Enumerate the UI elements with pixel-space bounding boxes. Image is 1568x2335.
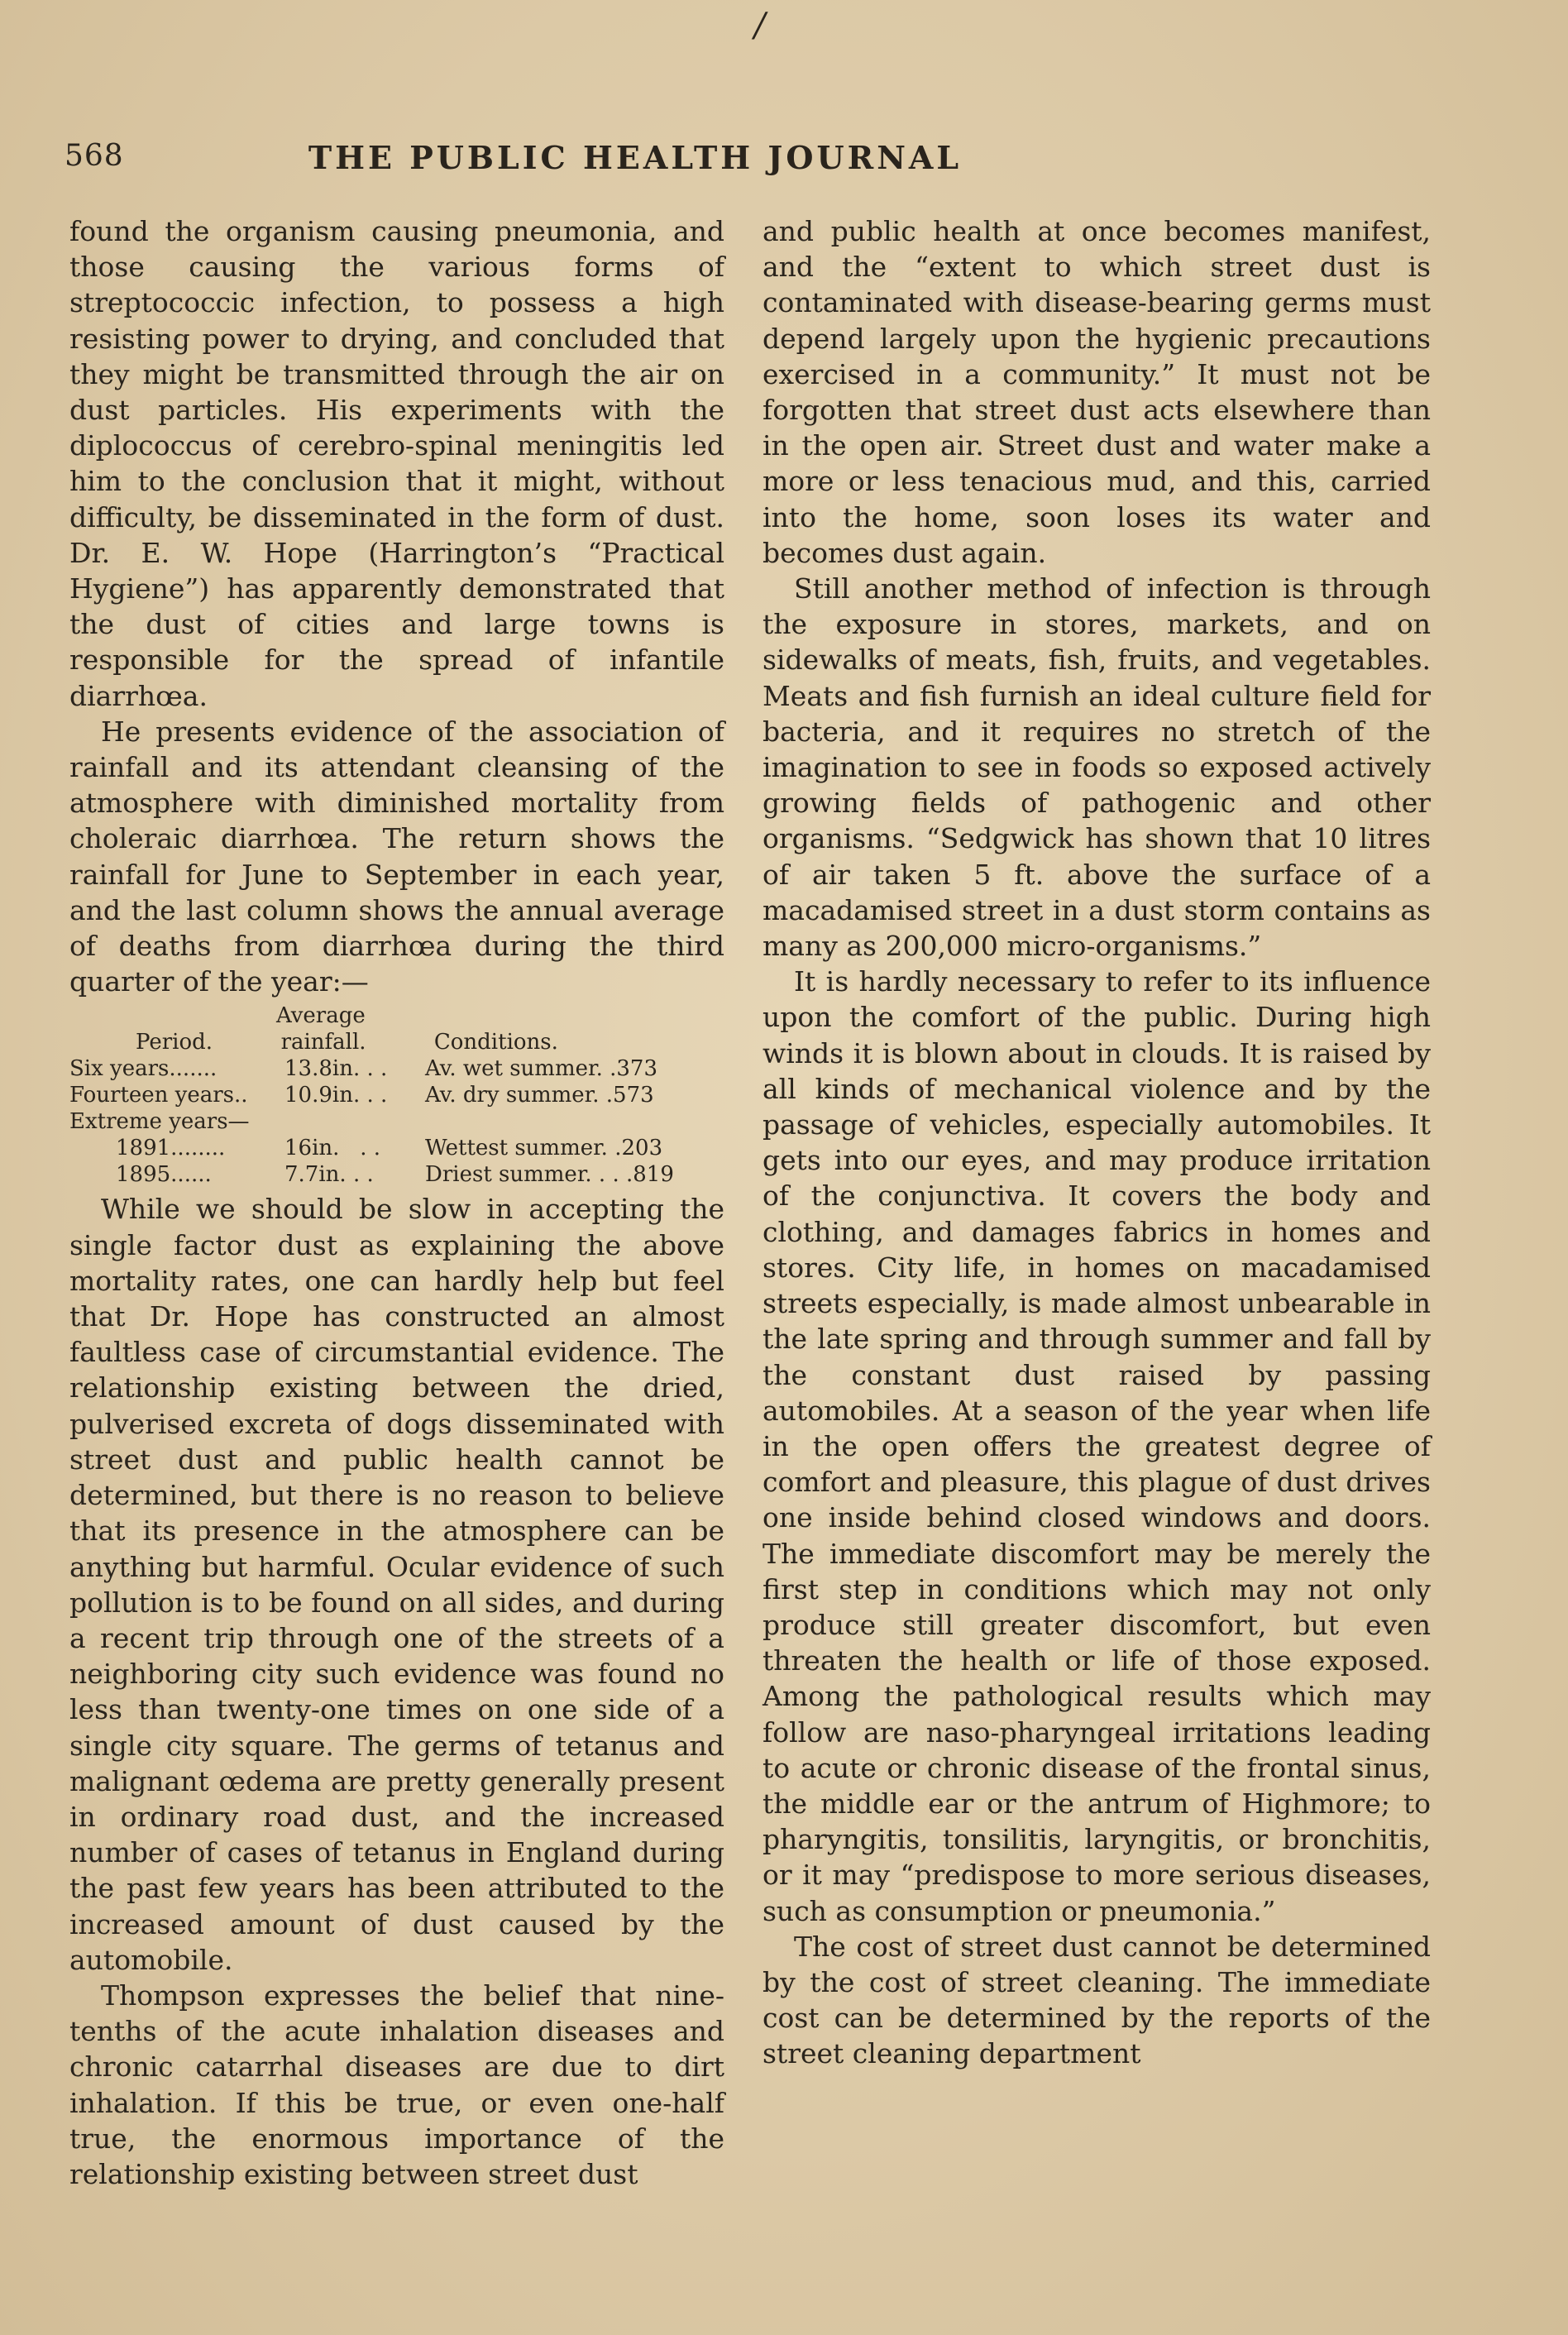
paragraph: The cost of street dust cannot be determined by the cost of street cleaning. The immediate cost can be determined by the reports of the street cleaning department: [762, 1930, 1431, 2070]
rainfall-table: [69, 1002, 724, 1188]
table-header-row: [69, 1029, 724, 1055]
table-header-period: Period.: [136, 1030, 213, 1055]
page-header: [65, 139, 1082, 189]
paragraph: Thompson expresses the belief that nine-tenths of the acute inhalation diseases and chronic catarrhal diseases are due to dirt inhalation. If this be true, or even one-half true, the enormous importance of the relationship existing between street dust: [69, 1979, 724, 2190]
page-number: 568: [65, 139, 124, 173]
table-header-rainfall: rainfall.: [280, 1030, 366, 1055]
table-header-conditions: Conditions.: [433, 1030, 558, 1055]
table-row: 1895...... 7.7in. . . Driest summer. . . .819: [116, 1162, 674, 1188]
paragraph: He presents evidence of the association of rainfall and its attendant cleansing of the atmosphere with diminished mortality from choleraic diarrhœa. The return shows the rainfall for June to September in each year, and the last column shows the annual average of deaths from diarrhœa during the third quarter of the year:—: [69, 715, 724, 998]
table-subheading: Extreme years—: [69, 1109, 250, 1135]
table-row: Fourteen years.. 10.9in. . . Av. dry summer. .573: [69, 1083, 654, 1108]
running-title: THE PUBLIC HEALTH JOURNAL: [308, 139, 963, 176]
right-column: [762, 213, 1431, 2072]
paragraph: and public health at once becomes manifest, and the “extent to which street dust is contaminated with disease-bearing germs must depend largely upon the hygienic precautions exercised in a community.” It must not be forgotten that street dust acts elsewhere than in the open air. Street dust and water make a more or less tenacious mud, and this, carried into the home, soon loses its water and becomes dust again.: [762, 215, 1431, 569]
paragraph: Still another method of infection is through the exposure in stores, markets, and on sidewalks of meats, fish, fruits, and vegetables. Meats and fish furnish an ideal culture field for bacteria, and it requires no stretch of the imagination to see in foods so exposed actively growing fields of pathogenic and other organisms. “Sedgwick has shown that 10 litres of air taken 5 ft. above the surface of a macadamised street in a dust storm contains as many as 200,000 micro-organisms.”: [762, 572, 1431, 963]
pencil-mark: /: [754, 7, 766, 45]
paragraph: found the organism causing pneumonia, and those causing the various forms of streptococcic infection, to possess a high resisting power to drying, and concluded that they might be transmitted through the air on dust particles. His experiments with the diplococcus of cerebro-spinal meningitis led him to the conclusion that it might, without difficulty, be disseminated in the form of dust. Dr. E. W. Hope (Harrington’s “Practical Hygiene”) has apparently demonstrated that the dust of cities and large towns is responsible for the spread of infantile diarrhœa.: [69, 215, 724, 712]
paragraph: It is hardly necessary to refer to its influence upon the comfort of the public. During high winds it is blown about in clouds. It is raised by all kinds of mechanical violence and by the passage of vehicles, especially automobiles. It gets into our eyes, and may produce irritation of the conjunctiva. It covers the body and clothing, and damages fabrics in homes and stores. City life, in homes on macadamised streets especially, is made almost unbearable in the late spring and through summer and fall by the constant dust raised by passing automobiles. At a season of the year when life in the open offers the greatest degree of comfort and pleasure, this plague of dust drives one inside behind closed windows and doors. The immediate discomfort may be merely the first step in conditions which may not only produce still greater discomfort, but even threaten the health or life of those exposed. Among the pathological results which may follow are naso-pharyngeal irritations leading to acute or chronic disease of the frontal sinus, the middle ear or the antrum of Highmore; to pharyngitis, tonsilitis, laryngitis, or bronchitis, or it may “predispose to more serious diseases, such as consumption or pneumonia.”: [762, 965, 1431, 1927]
table-header-top: Average: [276, 1003, 366, 1029]
left-column: [69, 213, 724, 2192]
paragraph: While we should be slow in accepting the single factor dust as explaining the above mortality rates, one can hardly help but feel that Dr. Hope has constructed an almost faultless case of circumstantial evidence. The relationship existing between the dried, pulverised excreta of dogs disseminated with street dust and public health cannot be determined, but there is no reason to believe that its presence in the atmosphere can be anything but harmful. Ocular evidence of such pollution is to be found on all sides, and during a recent trip through one of the streets of a neighboring city such evidence was found no less than twenty-one times on one side of a single city square. The germs of tetanus and malignant œdema are pretty generally present in ordinary road dust, and the increased number of cases of tetanus in England during the past few years has been attributed to the increased amount of dust caused by the automobile.: [69, 1193, 724, 1976]
table-row: 1891........ 16in. . . Wettest summer. .203: [116, 1136, 663, 1161]
table-row: Six years....... 13.8in. . . Av. wet summer. .373: [69, 1056, 657, 1082]
